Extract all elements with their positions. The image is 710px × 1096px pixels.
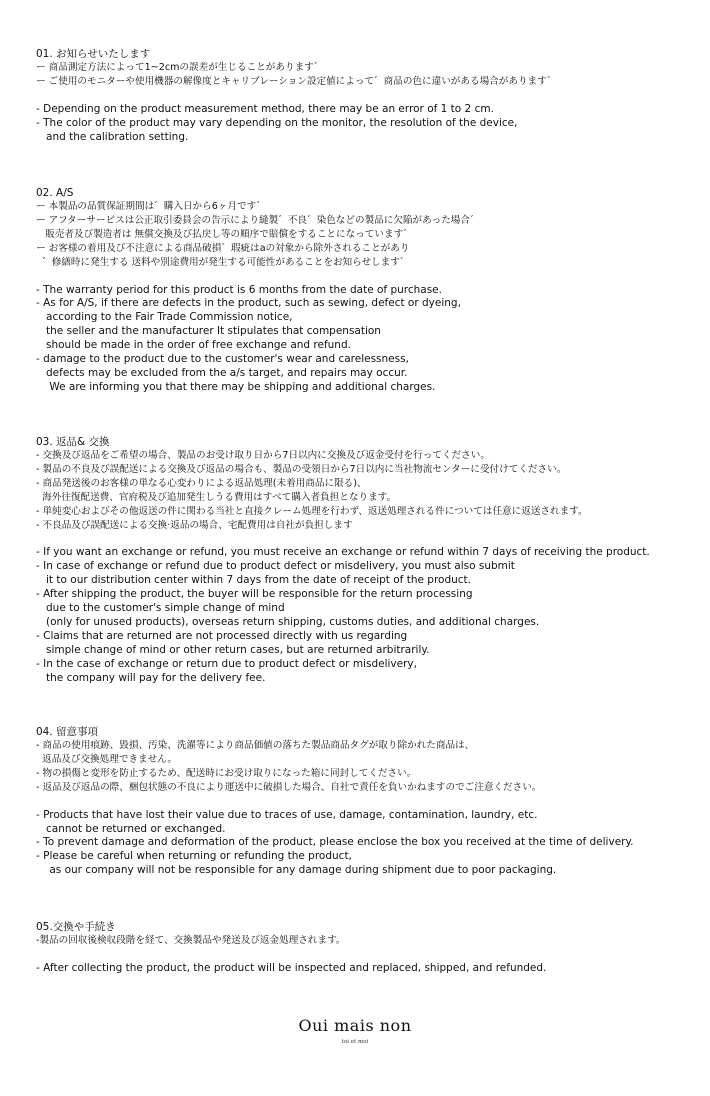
jp-line: ー ご使用のモニターや使用機器の解像度とキャリブレーション設定値によって゛商品の色に違いがある場合があります゛ [36, 75, 557, 87]
jp-line: - 製品の不良及び誤配送による交換及び返品の場合も、製品の受領日から7日以内に当社物流センターに受付けてください。 [36, 463, 567, 475]
en-line: - Claims that are returned are not processed directly with us regarding [36, 629, 408, 642]
section-title: 05.交換や手続き [36, 921, 116, 933]
section-title: 01. お知らせいたします [36, 48, 151, 60]
en-line: the seller and the manufacturer It stipulates that compensation [36, 325, 381, 338]
en-line: - If you want an exchange or refund, you must receive an exchange or refund within 7 days of receiving the product. [36, 546, 650, 559]
jp-line: - 不良品及び誤配送による交換·返品の場合、宅配費用は自社が負担します [36, 519, 353, 531]
en-line: - Depending on the product measurement method, there may be an error of 1 to 2 cm. [36, 102, 494, 115]
en-line: - After collecting the product, the product will be inspected and replaced, shipped, and refunded. [36, 961, 547, 974]
en-line: We are informing you that there may be shipping and additional charges. [36, 380, 436, 393]
section-title: 04. 留意事項 [36, 726, 99, 738]
jp-line: 海外往復配送費、官府税及び追加発生しうる費用はすべて購入者負担となります。 [36, 491, 397, 503]
en-line: (only for unused products), overseas return shipping, customs duties, and additional charges. [36, 615, 540, 628]
jp-line: 販売者及び製造者は 無償交換及び払戻し等の順序で賠償をすることになっています゛ [36, 228, 413, 240]
en-line: as our company will not be responsible for any damage during shipment due to poor packaging. [36, 864, 557, 877]
jp-line: -製品の回収後検収段階を経て、交換製品や発送及び返金処理されます。 [36, 935, 346, 946]
jp-line: ゛修繕時に発生する 送料や別途費用が発生する可能性があることをお知らせします゛ [36, 256, 410, 268]
jp-line: - 商品発送後のお客様の単なる心変わりによる返品処理(未着用商品に限る)、 [36, 477, 367, 489]
section-as [36, 186, 696, 395]
logo-tagline: toi et moi [341, 1039, 369, 1045]
en-line: - In the case of exchange or return due to product defect or misdelivery, [36, 657, 417, 670]
jp-line: - 商品の使用痕跡、毀損、汚染、洗濯等により商品価値の落ちた製品商品タグが取り除かれた商品は、 [36, 740, 475, 751]
en-line: it to our distribution center within 7 days from the date of receipt of the product. [36, 574, 471, 587]
en-line: due to the customer's simple change of mind [36, 602, 285, 615]
en-line: the company will pay for the delivery fee. [36, 671, 266, 684]
jp-line: - 交換及び返品をご希望の場合、製品のお受け取り日から7日以内に交換及び返金受付を行ってください。 [36, 450, 490, 461]
en-line: - To prevent damage and deformation of the product, please enclose the box you received at the time of delivery. [36, 836, 634, 849]
en-line: according to the Fair Trade Commission notice, [36, 311, 293, 324]
en-line: simple change of mind or other return cases, but are returned arbitrarily. [36, 643, 430, 656]
jp-line: - 単純変心およびその他返送の件に関わる当社と直接クレーム処理を行わず、返送処理される件については任意に返送されます。 [36, 505, 588, 517]
jp-line: ー お客様の着用及び不注意による商品破損゛瑕疵はaの対象から除外されることがあり [36, 242, 410, 254]
jp-line: - 物の損傷と変形を防止するため、配送時にお受け取りになった箱に同封してください。 [36, 767, 417, 779]
en-line: - In case of exchange or refund due to product defect or misdelivery, you must also submit [36, 560, 515, 573]
jp-line: - 返品及び返品の際、梱包状態の不良により運送中に破損した場合、自社で責任を負いかねますのでご注意ください。 [36, 781, 542, 793]
section-returns-exchange [36, 435, 696, 686]
en-line: and the calibration setting. [36, 130, 189, 143]
jp-line: ー 商品測定方法によって1~2cmの誤差が生じることがあります゛ [36, 62, 324, 73]
jp-line: ー 本製品の品質保証期間は゛購入日から6ヶ月です゛ [36, 201, 266, 212]
en-line: defects may be excluded from the a/s target, and repairs may occur. [36, 366, 408, 379]
en-line: - Please be careful when returning or refunding the product, [36, 850, 352, 863]
section-procedure [36, 920, 696, 976]
logo-wordmark: Oui mais non [298, 1016, 412, 1035]
section-title: 02. A/S [36, 187, 74, 199]
en-line: - As for A/S, if there are defects in the product, such as sewing, defect or dyeing, [36, 297, 461, 310]
jp-line: 返品及び交換処理できません。 [36, 753, 177, 765]
en-line: - The warranty period for this product is 6 months from the date of purchase. [36, 283, 442, 296]
en-line: - The color of the product may vary depending on the monitor, the resolution of the device, [36, 116, 518, 129]
section-precautions [36, 725, 696, 878]
en-line: should be made in the order of free exchange and refund. [36, 339, 351, 352]
jp-line: ー アフターサービスは公正取引委員会の告示により縫製゛不良゛染色などの製品に欠陥があった場合゛ [36, 214, 480, 226]
section-title: 03. 返品& 交換 [36, 436, 110, 448]
section-notice [36, 47, 696, 145]
en-line: - After shipping the product, the buyer will be responsible for the return processing [36, 588, 473, 601]
brand-logo [0, 1016, 710, 1047]
en-line: - Products that have lost their value due to traces of use, damage, contamination, laundry, etc. [36, 808, 538, 821]
en-line: cannot be returned or exchanged. [36, 822, 226, 835]
en-line: - damage to the product due to the customer's wear and carelessness, [36, 353, 409, 366]
